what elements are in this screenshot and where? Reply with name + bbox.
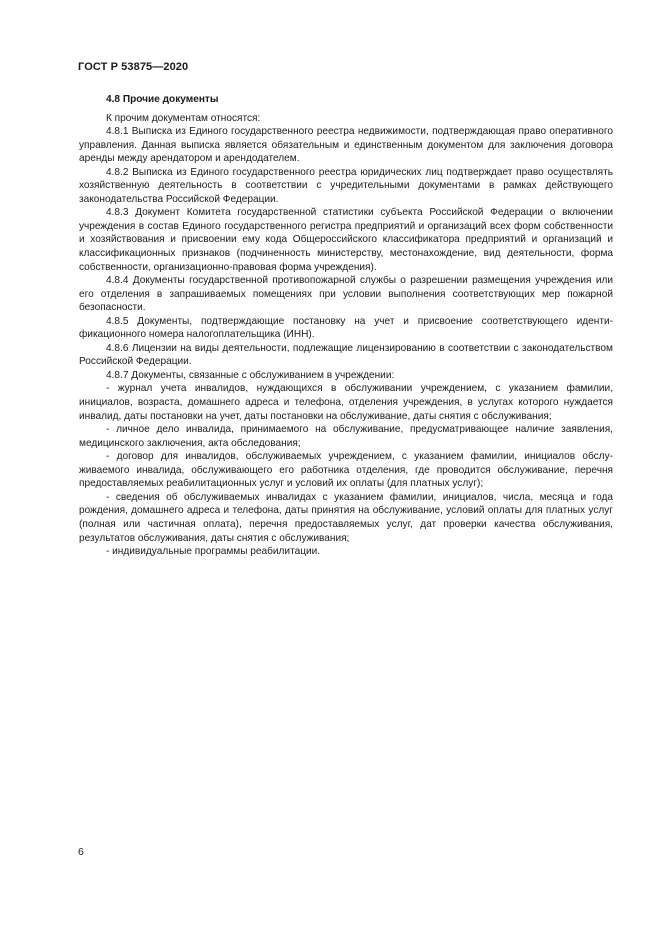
document-code-header: ГОСТ Р 53875—2020: [78, 61, 189, 73]
paragraph-4-8-1: 4.8.1 Выписка из Единого государственного реестра недвижимости, подтверждающая право оперативного управления. Данная выписка является обязательным и единственным документом для заключения договора аренды между арендатором и арендодателем.: [79, 126, 613, 165]
list-item-personal-file: - личное дело инвалида, принимаемого на обслуживание, предусматривающее наличие заявления, медицинского заключения, акта обследования;: [79, 424, 613, 449]
list-item-journal: - журнал учета инвалидов, нуждающихся в обслуживании учреждением, с указанием фамилии, инициалов, возраста, домашнего адреса и телефона, отделения учреждения, в услугах которого нуждается инвалид, даты постановки на учет, даты постановки на обслуживание, даты снятия с обслуживания;: [79, 383, 613, 422]
paragraph-intro: К прочим документам относятся:: [106, 112, 261, 124]
section-content: [79, 93, 613, 559]
paragraph-4-8-3: 4.8.3 Документ Комитета государственной статистики субъекта Российской Федерации о включении учреждения в состав Единого государственного регистра предприятий и организаций всех форм собственности и хозяйствования и присвоении ему кода Общероссийского классификатора предприятий и организаций и классификационных признаков (подчиненность министерству, местонахождение, вид деятельности, форма собственности, организационно-правовая форма учреждения).: [79, 207, 613, 273]
paragraph-4-8-7: 4.8.7 Документы, связанные с обслуживанием в учреждении:: [106, 369, 395, 381]
paragraph-4-8-2: 4.8.2 Выписка из Единого государственного реестра юридических лиц подтверждает право осуществлять хозяйственную деятельность в соответствии с учредительными документами в рамках действующего законодательства Российской Федерации.: [79, 166, 613, 205]
list-item-contract: - договор для инвалидов, обслуживаемых учреждением, с указанием фамилии, инициалов обслуживаемого инвалида, обслуживающего его работника отделения, где проводится обслуживание, перечня предоставляемых реабилитационных услуг и условий их оплаты (для платных услуг);: [79, 451, 613, 490]
list-item-information: - сведения об обслуживаемых инвалидах с указанием фамилии, инициалов, числа, месяца и года рождения, домашнего адреса и телефона, даты принятия на обслуживание, условий оплаты для платных услуг (полная или частичная оплата), перечня предоставляемых услуг, дат проверки качества обслуживания, результатов обслуживания, даты снятия с обслуживания;: [79, 491, 613, 544]
section-title: 4.8 Прочие документы: [106, 94, 219, 105]
page-number: 6: [78, 846, 84, 858]
paragraph-4-8-6: 4.8.6 Лицензии на виды деятельности, подлежащие лицензированию в соответствии с законодательством Российской Федерации.: [79, 342, 613, 368]
paragraph-4-8-5: 4.8.5 Документы, подтверждающие постановку на учет и присвоение соответствующего идентификационного номера налогоплательщика (ИНН).: [79, 315, 613, 341]
paragraph-4-8-4: 4.8.4 Документы государственной противопожарной службы о разрешении размещения учреждения или его отделения в запрашиваемых помещениях при условии выполнения соответствующих мер пожарной безопасности.: [79, 275, 613, 314]
list-item-rehab-programs: - индивидуальные программы реабилитации.: [106, 546, 321, 558]
